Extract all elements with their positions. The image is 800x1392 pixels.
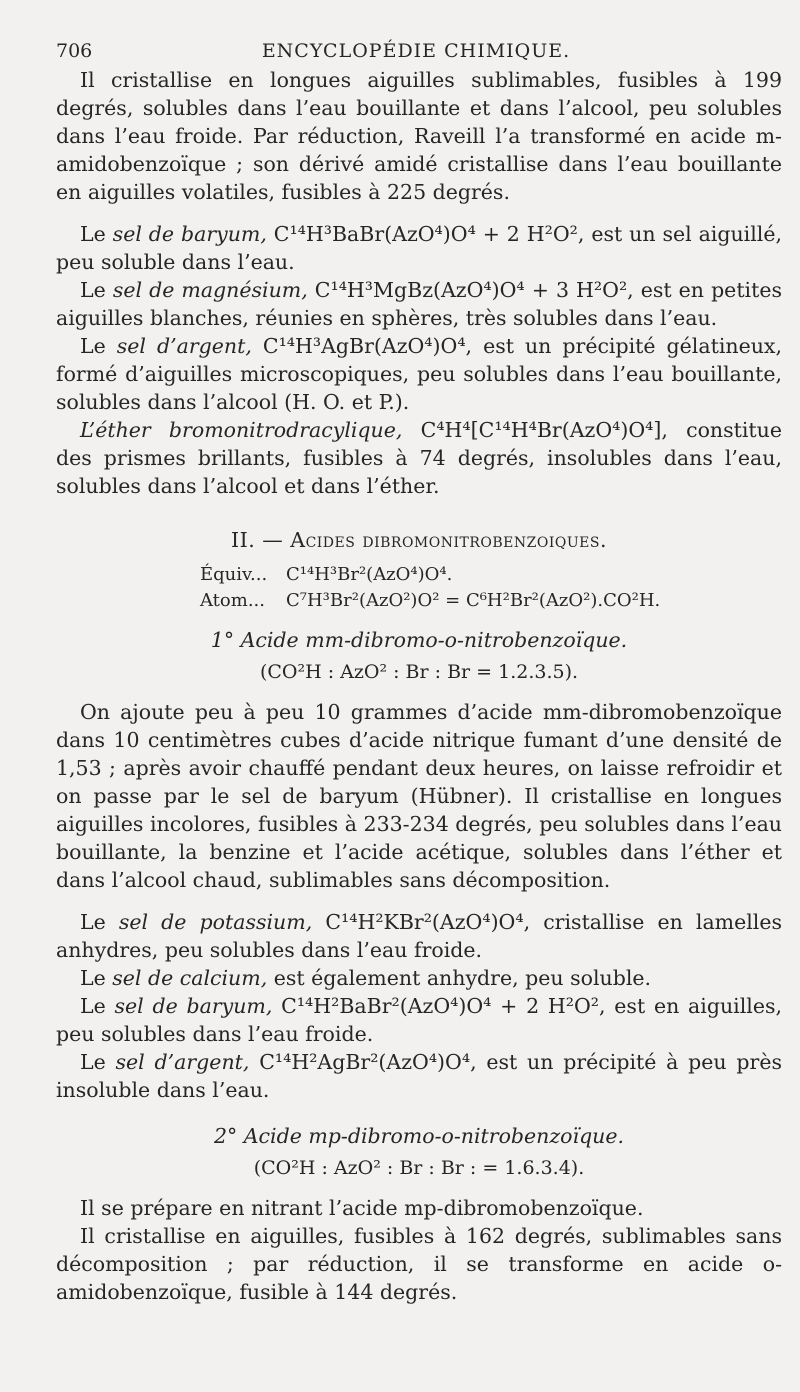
text-rest: est également anhydre, peu soluble. <box>267 966 652 990</box>
paragraph-silver-salt-2 <box>56 1048 782 1104</box>
page-number: 706 <box>56 40 93 62</box>
italic-term: sel d’argent, <box>116 334 252 358</box>
paragraph-barium-salt <box>56 220 782 276</box>
section-heading: II. — Acides dibromonitrobenzoiques. <box>231 528 607 552</box>
italic-term: sel de calcium, <box>112 966 268 990</box>
text-rest: C¹⁴H³AgBr(AzO⁴)O⁴, est un précipité gélatineux, formé d’aiguilles microscopiques, peu solubles dans l’eau bouillante, solubles dans l’alcool (H. O. et P.). <box>56 334 782 414</box>
paragraph: Il cristallise en longues aiguilles sublimables, fusibles à 199 degrés, solubles dans l’eau bouillante et dans l’alcool, peu solubles dans l’eau froide. Par réduction, Raveill l’a transformé en acide m-amidobenzoïque ; son dérivé amidé cristallise dans l’eau bouillante en aiguilles volatiles, fusibles à 225 degrés. <box>56 68 782 204</box>
text-rest: C¹⁴H²KBr²(AzO⁴)O⁴, cristallise en lamelles anhydres, peu solubles dans l’eau froide. <box>56 910 782 962</box>
acid1-notation: (CO²H : AzO² : Br : Br = 1.2.3.5). <box>259 661 579 683</box>
paragraph-potassium-salt <box>56 908 782 964</box>
text-rest: C¹⁴H²AgBr²(AzO⁴)O⁴, est un précipité à peu près insoluble dans l’eau. <box>56 1050 782 1102</box>
formula-label: Équiv... <box>200 564 268 585</box>
paragraph-magnesium-salt <box>56 276 782 332</box>
paragraph-silver-salt <box>56 332 782 416</box>
text-lead: Le <box>80 966 113 990</box>
formula-block <box>200 562 782 614</box>
paragraph-acid1-preparation: On ajoute peu à peu 10 grammes d’acide mm-dibromobenzoïque dans 10 centimètres cubes d’acide nitrique fumant d’une densité de 1,53 ; après avoir chauffé pendant deux heures, on laisse refroidir et on passe par le sel de baryum (Hübner). Il cristallise en longues aiguilles incolores, fusibles à 233-234 degrés, peu solubles dans l’eau bouillante, la benzine et l’acide acétique, solubles dans l’éther et dans l’alcool chaud, sublimables sans décomposition. <box>56 700 782 892</box>
text-lead: Le <box>80 334 117 358</box>
paragraph-acid2-properties: Il cristallise en aiguilles, fusibles à 162 degrés, sublimables sans décomposition ; par réduction, il se transforme en acide o-amidobenzoïque, fusible à 144 degrés. <box>56 1224 782 1304</box>
acid2-notation: (CO²H : AzO² : Br : Br : = 1.6.3.4). <box>253 1157 585 1179</box>
italic-term: sel de baryum, <box>114 994 273 1018</box>
formula-atom <box>200 588 782 614</box>
paragraph-calcium-salt <box>56 964 782 992</box>
formula-label: Atom... <box>200 590 265 611</box>
paragraph-ether <box>56 416 782 500</box>
running-header <box>56 40 776 66</box>
acid2-title-text: 2° Acide mp-dibromo-o-nitrobenzoïque. <box>213 1124 625 1148</box>
formula-equiv <box>200 562 782 588</box>
text-lead: Le <box>80 994 115 1018</box>
text-rest: C¹⁴H³MgBz(AzO⁴)O⁴ + 3 H²O², est en petites aiguilles blanches, réunies en sphères, très solubles dans l’eau. <box>56 278 783 330</box>
italic-term: sel de magnésium, <box>112 278 308 302</box>
text-rest: C¹⁴H³BaBr(AzO⁴)O⁴ + 2 H²O², est un sel aiguillé, peu soluble dans l’eau. <box>56 222 782 274</box>
text-lead: Le <box>80 910 119 934</box>
text-lead: Le <box>80 278 113 302</box>
acid1-title-text: 1° Acide mm-dibromo-o-nitrobenzoïque. <box>210 628 628 652</box>
text-lead: Le <box>80 222 113 246</box>
page-body <box>56 66 782 1306</box>
formula-value: C⁷H³Br²(AzO²)O² = C⁶H²Br²(AzO²).CO²H. <box>286 590 661 611</box>
italic-term: sel d’argent, <box>115 1050 250 1074</box>
formula-value: C¹⁴H³Br²(AzO⁴)O⁴. <box>286 564 453 585</box>
italic-term: L’éther bromonitrodracylique, <box>80 418 403 442</box>
paragraph-barium-salt-2 <box>56 992 782 1048</box>
text-lead: Le <box>80 1050 116 1074</box>
text-rest: C¹⁴H²BaBr²(AzO⁴)O⁴ + 2 H²O², est en aiguilles, peu solubles dans l’eau froide. <box>56 994 782 1046</box>
italic-term: sel de baryum, <box>112 222 267 246</box>
italic-term: sel de potassium, <box>118 910 313 934</box>
running-title: ENCYCLOPÉDIE CHIMIQUE. <box>261 40 571 62</box>
acid1-title <box>56 626 782 654</box>
text-rest: C⁴H⁴[C¹⁴H⁴Br(AzO⁴)O⁴], constitue des prismes brillants, fusibles à 74 degrés, insolubles dans l’eau, solubles dans l’alcool et dans l’éther. <box>56 418 783 498</box>
acid2-title <box>56 1122 782 1150</box>
paragraph-acid2-preparation: Il se prépare en nitrant l’acide mp-dibromobenzoïque. <box>80 1196 644 1220</box>
